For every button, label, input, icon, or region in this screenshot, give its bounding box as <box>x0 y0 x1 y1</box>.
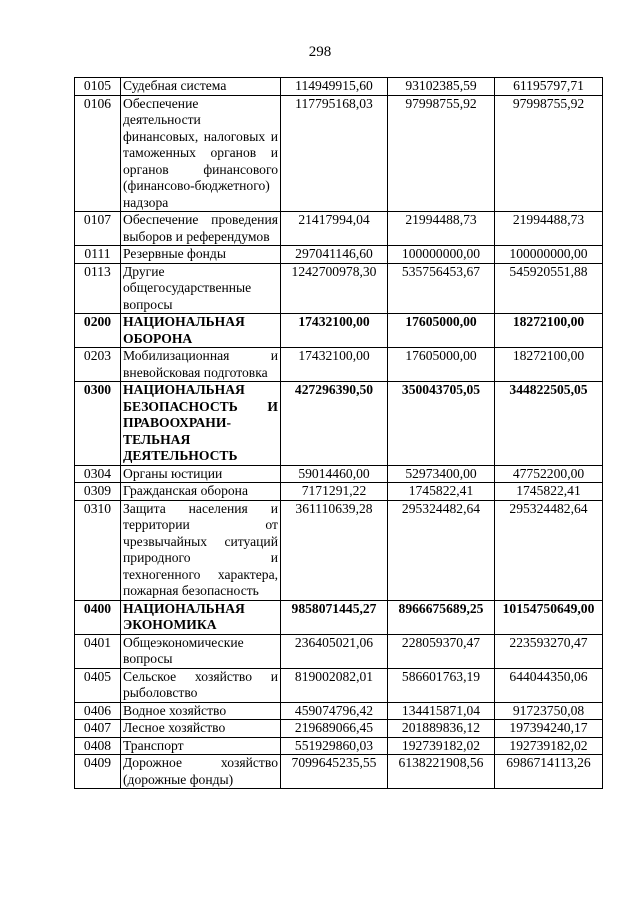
row-value-2: 93102385,59 <box>388 78 495 96</box>
row-name: Лесное хозяйство <box>121 720 281 738</box>
row-name: Водное хозяйство <box>121 702 281 720</box>
row-name: НАЦИОНАЛЬНАЯ ОБОРОНА <box>121 314 281 348</box>
row-name: НАЦИОНАЛЬНАЯ БЕЗОПАСНОСТЬ И ПРАВООХРАНИ-ТЕЛЬНАЯ ДЕЯТЕЛЬНОСТЬ <box>121 382 281 466</box>
table-row <box>75 600 603 634</box>
row-value-3: 100000000,00 <box>495 246 603 264</box>
table-row <box>75 737 603 755</box>
table-row <box>75 78 603 96</box>
row-value-2: 100000000,00 <box>388 246 495 264</box>
row-value-3: 91723750,08 <box>495 702 603 720</box>
budget-table <box>74 77 603 789</box>
row-value-1: 117795168,03 <box>281 95 388 212</box>
row-name: Гражданская оборона <box>121 483 281 501</box>
row-value-1: 219689066,45 <box>281 720 388 738</box>
row-value-1: 297041146,60 <box>281 246 388 264</box>
row-value-2: 535756453,67 <box>388 263 495 314</box>
table-row <box>75 348 603 382</box>
row-code: 0309 <box>75 483 121 501</box>
row-value-2: 201889836,12 <box>388 720 495 738</box>
row-value-2: 192739182,02 <box>388 737 495 755</box>
row-value-1: 551929860,03 <box>281 737 388 755</box>
budget-table-body <box>75 78 603 789</box>
row-value-3: 223593270,47 <box>495 634 603 668</box>
table-row <box>75 634 603 668</box>
table-row <box>75 500 603 600</box>
row-code: 0409 <box>75 755 121 789</box>
row-value-3: 61195797,71 <box>495 78 603 96</box>
table-row <box>75 263 603 314</box>
row-code: 0304 <box>75 465 121 483</box>
row-value-3: 197394240,17 <box>495 720 603 738</box>
row-value-1: 427296390,50 <box>281 382 388 466</box>
row-name: Общеэкономические вопросы <box>121 634 281 668</box>
row-value-1: 361110639,28 <box>281 500 388 600</box>
row-name: Другие общегосударственные вопросы <box>121 263 281 314</box>
row-value-2: 134415871,04 <box>388 702 495 720</box>
table-row <box>75 702 603 720</box>
table-row <box>75 465 603 483</box>
row-value-3: 644044350,06 <box>495 668 603 702</box>
row-code: 0203 <box>75 348 121 382</box>
row-name: Транспорт <box>121 737 281 755</box>
row-value-2: 1745822,41 <box>388 483 495 501</box>
row-value-2: 228059370,47 <box>388 634 495 668</box>
table-row <box>75 382 603 466</box>
row-value-3: 295324482,64 <box>495 500 603 600</box>
row-value-3: 344822505,05 <box>495 382 603 466</box>
table-row <box>75 668 603 702</box>
row-value-3: 545920551,88 <box>495 263 603 314</box>
row-value-1: 7171291,22 <box>281 483 388 501</box>
row-code: 0406 <box>75 702 121 720</box>
row-name: Сельское хозяйство и рыболовство <box>121 668 281 702</box>
row-code: 0401 <box>75 634 121 668</box>
row-value-2: 6138221908,56 <box>388 755 495 789</box>
row-code: 0310 <box>75 500 121 600</box>
row-value-1: 1242700978,30 <box>281 263 388 314</box>
table-row <box>75 314 603 348</box>
row-value-2: 97998755,92 <box>388 95 495 212</box>
row-code: 0113 <box>75 263 121 314</box>
row-value-3: 97998755,92 <box>495 95 603 212</box>
table-row <box>75 483 603 501</box>
row-value-3: 21994488,73 <box>495 212 603 246</box>
row-name: НАЦИОНАЛЬНАЯ ЭКОНОМИКА <box>121 600 281 634</box>
row-code: 0300 <box>75 382 121 466</box>
table-row <box>75 246 603 264</box>
row-name: Резервные фонды <box>121 246 281 264</box>
row-value-2: 586601763,19 <box>388 668 495 702</box>
row-value-1: 9858071445,27 <box>281 600 388 634</box>
row-value-2: 17605000,00 <box>388 348 495 382</box>
row-value-3: 1745822,41 <box>495 483 603 501</box>
row-value-3: 18272100,00 <box>495 348 603 382</box>
row-value-1: 7099645235,55 <box>281 755 388 789</box>
row-value-2: 350043705,05 <box>388 382 495 466</box>
row-value-1: 17432100,00 <box>281 314 388 348</box>
row-name: Обеспечение деятельности финансовых, налоговых и таможенных органов и органов финансового (финансово-бюджетного) надзора <box>121 95 281 212</box>
row-value-2: 21994488,73 <box>388 212 495 246</box>
row-code: 0106 <box>75 95 121 212</box>
row-value-3: 47752200,00 <box>495 465 603 483</box>
row-name: Органы юстиции <box>121 465 281 483</box>
row-value-3: 6986714113,26 <box>495 755 603 789</box>
row-code: 0400 <box>75 600 121 634</box>
row-code: 0407 <box>75 720 121 738</box>
row-code: 0111 <box>75 246 121 264</box>
row-code: 0107 <box>75 212 121 246</box>
row-value-3: 192739182,02 <box>495 737 603 755</box>
row-value-1: 114949915,60 <box>281 78 388 96</box>
row-value-3: 10154750649,00 <box>495 600 603 634</box>
row-name: Дорожное хозяйство (дорожные фонды) <box>121 755 281 789</box>
row-name: Обеспечение проведения выборов и референдумов <box>121 212 281 246</box>
row-value-2: 17605000,00 <box>388 314 495 348</box>
row-value-1: 17432100,00 <box>281 348 388 382</box>
row-value-2: 52973400,00 <box>388 465 495 483</box>
table-row <box>75 212 603 246</box>
row-name: Судебная система <box>121 78 281 96</box>
row-value-3: 18272100,00 <box>495 314 603 348</box>
page-number: 298 <box>308 44 332 60</box>
row-code: 0105 <box>75 78 121 96</box>
row-value-1: 59014460,00 <box>281 465 388 483</box>
row-value-2: 8966675689,25 <box>388 600 495 634</box>
row-value-1: 459074796,42 <box>281 702 388 720</box>
table-row <box>75 95 603 212</box>
row-value-1: 819002082,01 <box>281 668 388 702</box>
table-row <box>75 720 603 738</box>
row-code: 0405 <box>75 668 121 702</box>
row-code: 0200 <box>75 314 121 348</box>
row-code: 0408 <box>75 737 121 755</box>
row-value-2: 295324482,64 <box>388 500 495 600</box>
row-value-1: 21417994,04 <box>281 212 388 246</box>
table-row <box>75 755 603 789</box>
row-name: Мобилизационная и вневойсковая подготовка <box>121 348 281 382</box>
row-value-1: 236405021,06 <box>281 634 388 668</box>
row-name: Защита населения и территории от чрезвычайных ситуаций природного и техногенного характера, пожарная безопасность <box>121 500 281 600</box>
